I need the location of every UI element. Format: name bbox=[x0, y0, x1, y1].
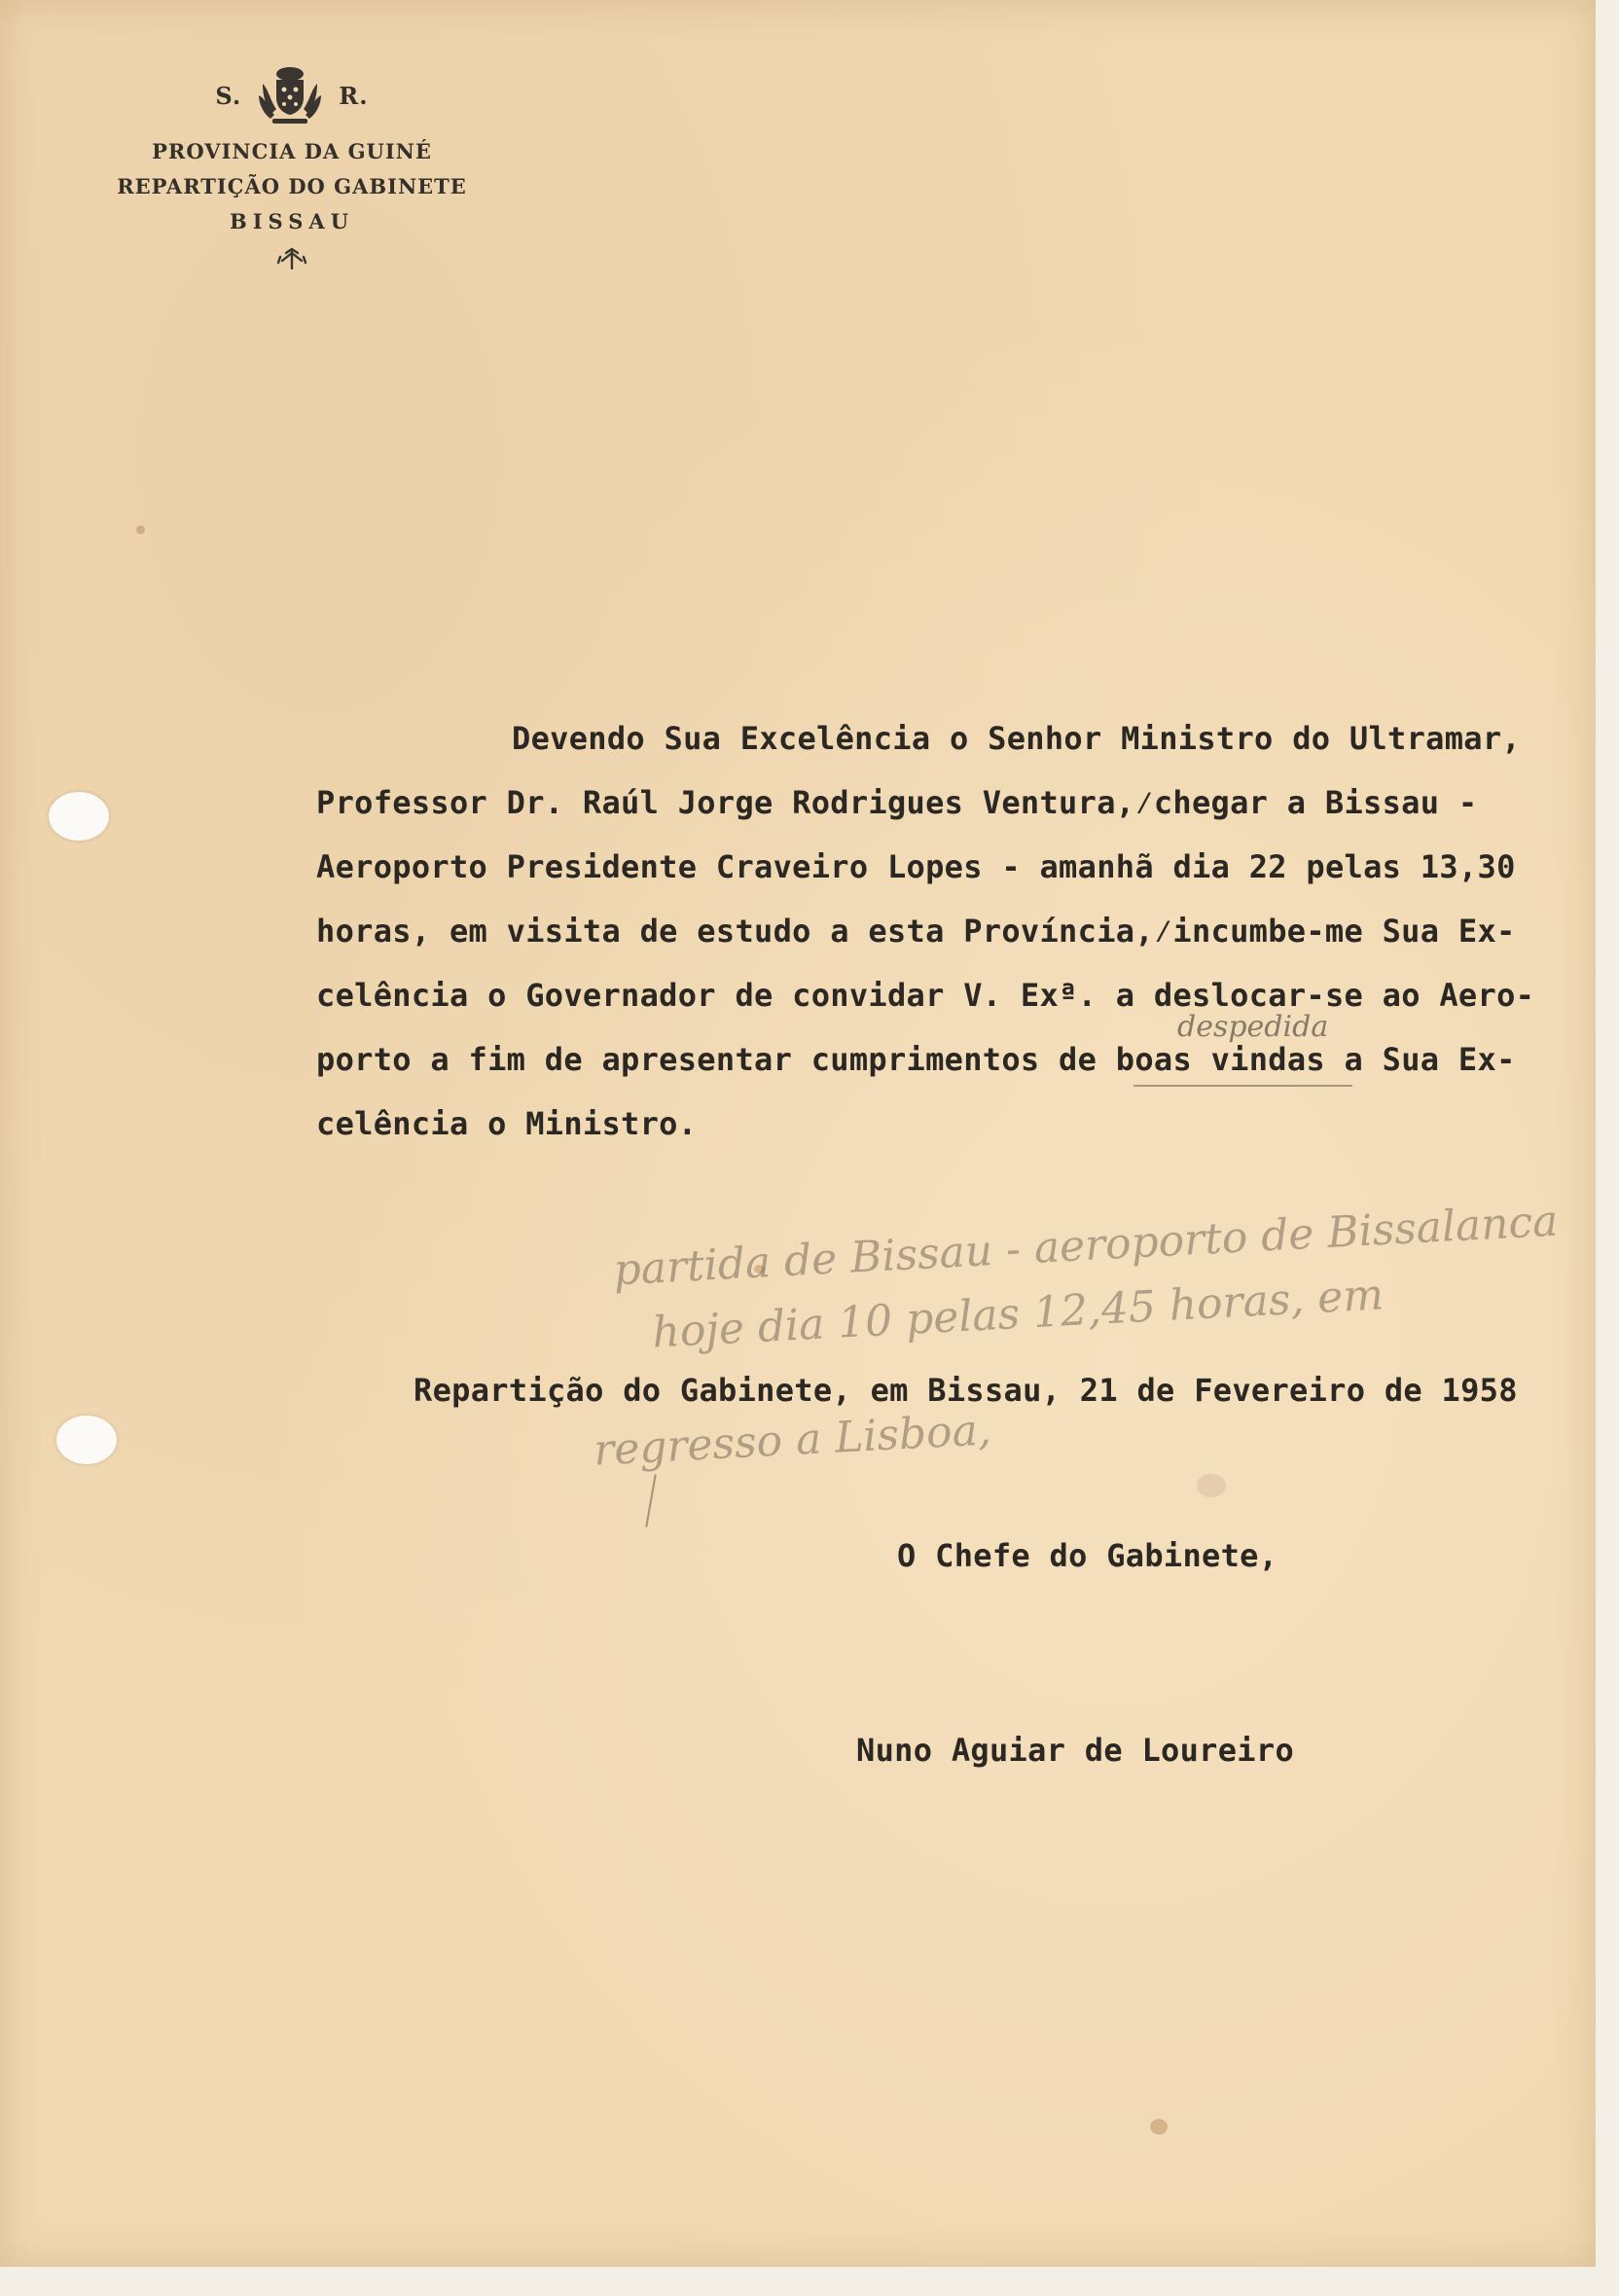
sender-title: O Chefe do Gabinete, bbox=[897, 1537, 1278, 1574]
signatory-name: Nuno Aguiar de Loureiro bbox=[856, 1732, 1295, 1769]
body-line-7: celência o Ministro. bbox=[316, 1105, 698, 1142]
pencil-stroke bbox=[645, 1474, 657, 1527]
body-line-1: Devendo Sua Excelência o Senhor Ministro do Ultramar, bbox=[512, 720, 1521, 757]
punch-hole-top bbox=[49, 792, 109, 841]
punch-hole-bottom bbox=[56, 1416, 117, 1464]
place-and-date: Repartição do Gabinete, em Bissau, 21 de Fevereiro de 1958 bbox=[414, 1372, 1518, 1409]
body-line-2: Professor Dr. Raúl Jorge Rodrigues Ventura,⁄chegar a Bissau - bbox=[316, 784, 1478, 821]
letterhead-city: BISSAU bbox=[229, 209, 355, 233]
paper-stain bbox=[1150, 2119, 1168, 2135]
pencil-note-line-2: hoje dia 10 pelas 12,45 horas, em bbox=[651, 1270, 1385, 1358]
paper-stain bbox=[1197, 1474, 1226, 1497]
letterhead-initial-right: R. bbox=[339, 81, 369, 110]
coat-of-arms-icon bbox=[255, 62, 325, 128]
body-line-5: celência o Governador de convidar V. Exª. a deslocar-se ao Aero- bbox=[316, 977, 1535, 1014]
underline-mark bbox=[1133, 1085, 1352, 1087]
paper-stain bbox=[136, 525, 145, 534]
body-line-3: Aeroporto Presidente Craveiro Lopes - amanhã dia 22 pelas 13,30 bbox=[316, 848, 1516, 885]
body-line-4: horas, em visita de estudo a esta Província,⁄incumbe-me Sua Ex- bbox=[316, 913, 1516, 950]
pencil-note-line-3: regresso a Lisboa, bbox=[592, 1405, 992, 1476]
letterhead-province: PROVINCIA DA GUINÉ bbox=[152, 139, 432, 163]
letterhead bbox=[97, 56, 486, 276]
ornament-icon bbox=[272, 245, 311, 272]
crest-row bbox=[97, 56, 486, 134]
pencil-note-line-1: partida de Bissau - aeroporto de Bissalanca bbox=[612, 1196, 1560, 1296]
handwritten-correction: despedida bbox=[1177, 1010, 1329, 1044]
body-line-6: porto a fim de apresentar cumprimentos de boas vindas a Sua Ex- bbox=[316, 1041, 1516, 1078]
letterhead-department: REPARTIÇÃO DO GABINETE bbox=[117, 174, 467, 198]
ornament-divider bbox=[97, 245, 486, 276]
letterhead-initial-left: S. bbox=[215, 81, 242, 110]
